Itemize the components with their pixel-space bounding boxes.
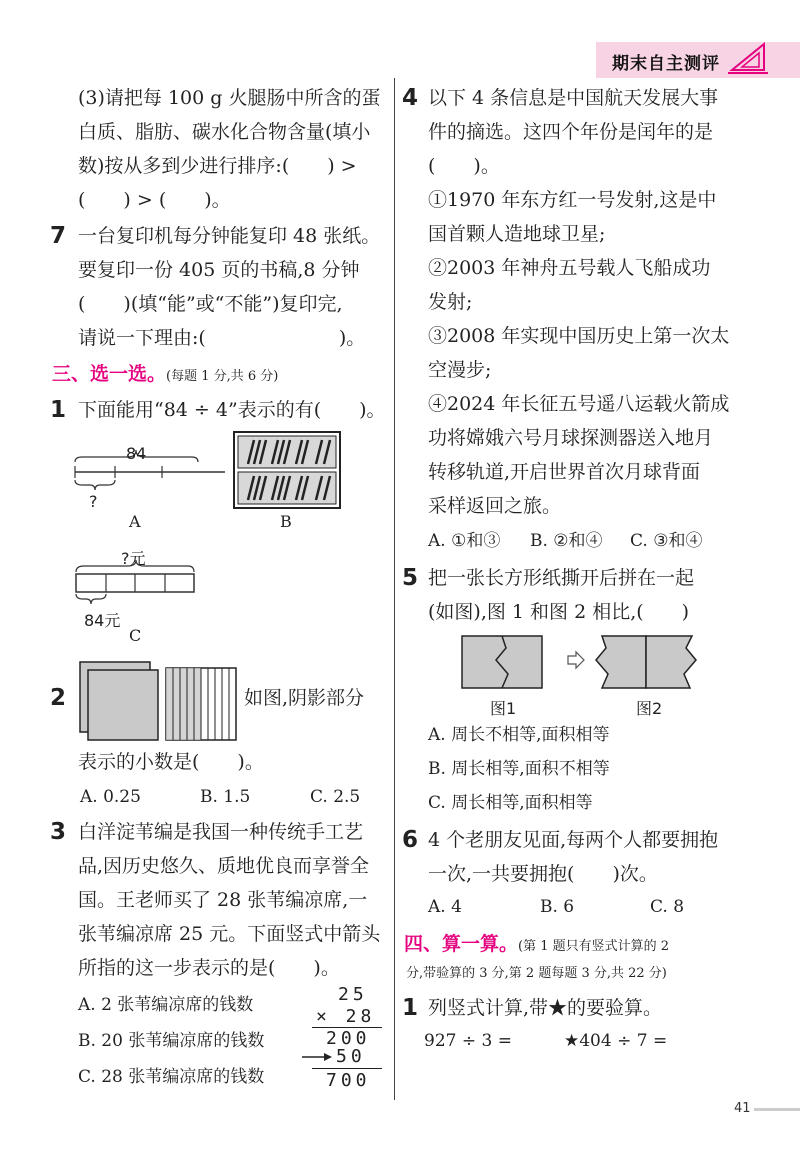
q2-figure: [78, 660, 238, 744]
fig1-label: 图1: [490, 699, 517, 718]
q3-line: 品,因历史悠久、质地优良而享誉全: [78, 855, 370, 877]
column-divider: [394, 78, 395, 1100]
q5-option-a[interactable]: A. 周长不相等,面积相等: [428, 725, 610, 745]
section-4-note-2: 分,带验算的 3 分,第 2 题每题 3 分,共 22 分): [406, 966, 667, 981]
figure-b: [232, 430, 342, 510]
q4-line: 发射;: [428, 291, 473, 313]
q2-option-c[interactable]: C. 2.5: [310, 787, 361, 807]
q4-option-b[interactable]: B. ②和④: [530, 531, 603, 551]
fig-b-label: B: [280, 512, 292, 531]
fig-a-total: 84: [126, 444, 147, 463]
fig-c-bottom: 84元: [84, 611, 121, 630]
calc-row-3: 200: [326, 1028, 371, 1049]
calc-q1-number: 1: [402, 995, 419, 1021]
q4-line: 转移轨道,开启世界首次月球背面: [428, 461, 701, 483]
fig-c-top: ?元: [121, 549, 146, 568]
fig-c-label: C: [129, 626, 142, 645]
q3-option-c[interactable]: C. 28 张苇编凉席的钱数: [78, 1067, 265, 1087]
calc-expr-1: 927 ÷ 3 =: [424, 1031, 512, 1051]
calc-row-1: 25: [338, 984, 368, 1005]
q5-line: (如图),图 1 和图 2 相比,( ): [428, 601, 690, 623]
q3-option-a[interactable]: A. 2 张苇编凉席的钱数: [78, 995, 254, 1015]
calc-row-5: 700: [326, 1070, 371, 1091]
figure-c: [70, 556, 200, 612]
section-3-heading: [52, 362, 278, 389]
section-3-title: 三、选一选。: [52, 363, 167, 385]
q5-option-c[interactable]: C. 周长相等,面积相等: [428, 793, 593, 813]
q4-line: ④2024 年长征五号遥八运载火箭成: [428, 393, 730, 415]
q7-number: 7: [50, 223, 67, 249]
section-4-title: 四、算一算。: [404, 933, 519, 955]
calc-q1-text: 列竖式计算,带★的要验算。: [428, 997, 663, 1019]
arrow-right-icon: [300, 1050, 334, 1064]
q4-line: 件的摘选。这四个年份是闰年的是: [428, 121, 714, 143]
fig2-label: 图2: [636, 699, 663, 718]
q5-figure: [460, 634, 710, 692]
q7-line: ( )(填“能”或“不能”)复印完,: [78, 293, 343, 315]
calc-row-2: × 28: [316, 1006, 376, 1027]
q4-line: 国首颗人造地球卫星;: [428, 223, 606, 245]
q6-3-line: 数)按从多到少进行排序:( ) >: [78, 155, 357, 177]
q4-line: 以下 4 条信息是中国航天发展大事: [428, 87, 719, 109]
page-bar: [754, 1108, 800, 1111]
q2-line1: 如图,阴影部分: [244, 687, 365, 709]
q4-option-a[interactable]: A. ①和③: [428, 531, 501, 551]
section-3-note: (每题 1 分,共 6 分): [166, 369, 279, 384]
q3-line: 所指的这一步表示的是( )。: [78, 957, 340, 979]
q5-line: 把一张长方形纸撕开后拼在一起: [428, 567, 695, 589]
q5-number: 5: [402, 565, 419, 591]
q6-3-line: 白质、脂肪、碳水化合物含量(填小: [78, 121, 371, 143]
q6-3-line: (3)请把每 100 g 火腿肠中所含的蛋: [78, 87, 381, 109]
q1-number: 1: [50, 397, 67, 423]
q7-line: 要复印一份 405 页的书稿,8 分钟: [78, 259, 360, 281]
q3-number: 3: [50, 819, 67, 845]
q6-number: 6: [402, 827, 419, 853]
q4-line: 空漫步;: [428, 359, 492, 381]
q3-line: 白洋淀苇编是我国一种传统手工艺: [78, 821, 364, 843]
q5-option-b[interactable]: B. 周长相等,面积不相等: [428, 759, 610, 779]
q6-line: 4 个老朋友见面,每两个人都要拥抱: [428, 829, 719, 851]
q4-line: ( )。: [428, 155, 500, 177]
q3-line: 张苇编凉席 25 元。下面竖式中箭头: [78, 923, 381, 945]
fig-a-label: A: [129, 512, 141, 531]
q2-number: 2: [50, 685, 67, 711]
q2-option-b[interactable]: B. 1.5: [200, 787, 251, 807]
ruler-triangle-icon: [728, 40, 768, 74]
q4-line: ③2008 年实现中国历史上第一次太: [428, 325, 730, 347]
q2-option-a[interactable]: A. 0.25: [80, 787, 141, 807]
q7-line: 一台复印机每分钟能复印 48 张纸。: [78, 225, 381, 247]
q4-line: ②2003 年神舟五号载人飞船成功: [428, 257, 711, 279]
q7-line: 请说一下理由:( )。: [78, 327, 366, 349]
q6-option-a[interactable]: A. 4: [428, 897, 462, 917]
q6-3-line: ( ) > ( )。: [78, 189, 231, 211]
q3-option-b[interactable]: B. 20 张苇编凉席的钱数: [78, 1031, 265, 1051]
calc-row-4: 50: [336, 1046, 366, 1067]
section-4-note: (第 1 题只有竖式计算的 2: [518, 939, 670, 954]
fig-a-part: ?: [89, 492, 98, 511]
page-number: 41: [734, 1101, 751, 1116]
q4-option-c[interactable]: C. ③和④: [630, 531, 703, 551]
q4-number: 4: [402, 85, 419, 111]
q4-line: 采样返回之旅。: [428, 495, 562, 517]
q4-line: ①1970 年东方红一号发射,这是中: [428, 189, 717, 211]
calc-expr-2: ★404 ÷ 7 =: [564, 1031, 668, 1051]
section-4-heading: [404, 932, 669, 959]
q6-option-b[interactable]: B. 6: [540, 897, 575, 917]
header-title: 期末自主测评: [612, 54, 720, 74]
q3-line: 国。王老师买了 28 张苇编凉席,一: [78, 889, 368, 911]
q1-text: 下面能用“84 ÷ 4”表示的有( )。: [78, 399, 386, 421]
q2-line2: 表示的小数是( )。: [78, 751, 264, 773]
q4-line: 功将嫦娥六号月球探测器送入地月: [428, 427, 714, 449]
calc-rule: [312, 1068, 382, 1069]
q6-option-c[interactable]: C. 8: [650, 897, 685, 917]
q6-line: 一次,一共要拥抱( )次。: [428, 863, 658, 885]
